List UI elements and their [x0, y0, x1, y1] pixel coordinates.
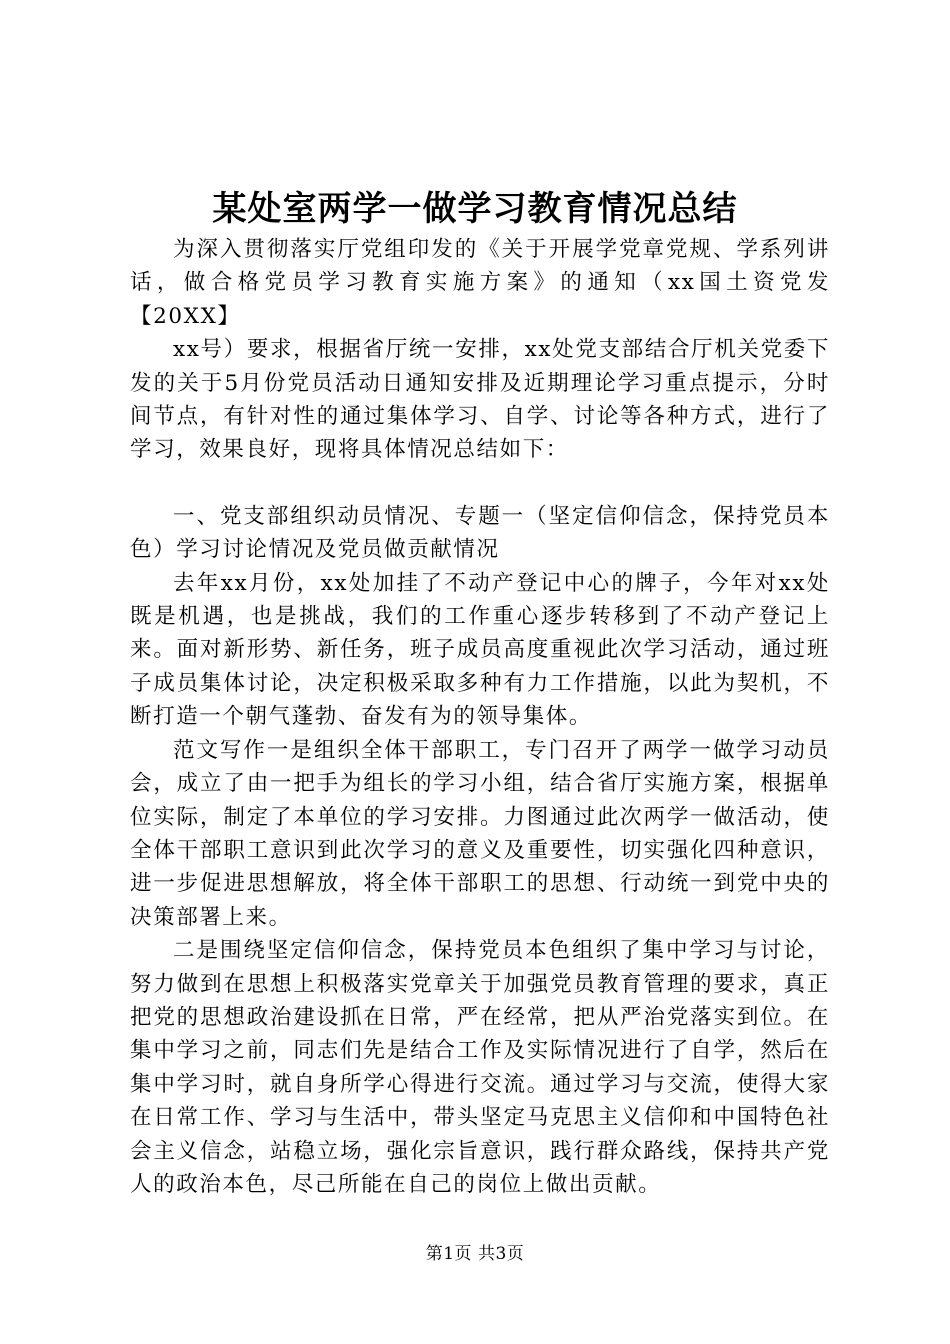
paragraph-spacer [130, 467, 830, 500]
section-heading-1: 一、党支部组织动员情况、专题一（坚定信仰信念，保持党员本色）学习讨论情况及党员做贡献情况 [130, 503, 830, 563]
body-paragraph-3: 二是围绕坚定信仰信念，保持党员本色组织了集中学习与讨论，努力做到在思想上积极落实党章关于加强党员教育管理的要求，真正把党的思想政治建设抓在日常，严在经常，把从严治党落实到位。在集中学习之前，同志们先是结合工作及实际情况进行了自学，然后在集中学习时，就自身所学心得进行交流。通过学习与交流，使得大家在日常工作、学习与生活中，带头坚定马克思主义信仰和中国特色社会主义信念，站稳立场，强化宗旨意识，践行群众路线，保持共产党人的政治本色，尽己所能在自己的岗位上做出贡献。 [130, 938, 830, 1197]
body-paragraph-1: 去年xx月份，xx处加挂了不动产登记中心的牌子，今年对xx处既是机遇，也是挑战，我们的工作重心逐步转移到了不动产登记上来。面对新形势、新任务，班子成员高度重视此次学习活动，通过班子成员集体讨论，决定积极采取多种有力工作措施，以此为契机，不断打造一个朝气蓬勃、奋发有为的领导集体。 [130, 570, 830, 730]
document-title: 某处室两学一做学习教育情况总结 [212, 189, 738, 229]
page-footer: 第1页 共3页 [425, 1244, 525, 1264]
intro-paragraph-2: xx号）要求，根据省厅统一安排，xx处党支部结合厅机关党委下发的关于5月份党员活动日通知安排及近期理论学习重点提示，分时间节点，有针对性的通过集体学习、自学、讨论等各种方式，进行了学习，效果良好，现将具体情况总结如下： [130, 337, 830, 463]
document-body [130, 233, 830, 1201]
intro-paragraph-1: 为深入贯彻落实厅党组印发的《关于开展学党章党规、学系列讲话，做合格党员学习教育实施方案》的通知（xx国土资党发【20XX】 [130, 237, 830, 329]
body-paragraph-2: 范文写作一是组织全体干部职工，专门召开了两学一做学习动员会，成立了由一把手为组长的学习小组，结合省厅实施方案，根据单位实际，制定了本单位的学习安排。力图通过此次两学一做活动，使全体干部职工意识到此次学习的意义及重要性，切实强化四种意识，进一步促进思想解放，将全体干部职工的思想、行动统一到党中央的决策部署上来。 [130, 737, 830, 930]
